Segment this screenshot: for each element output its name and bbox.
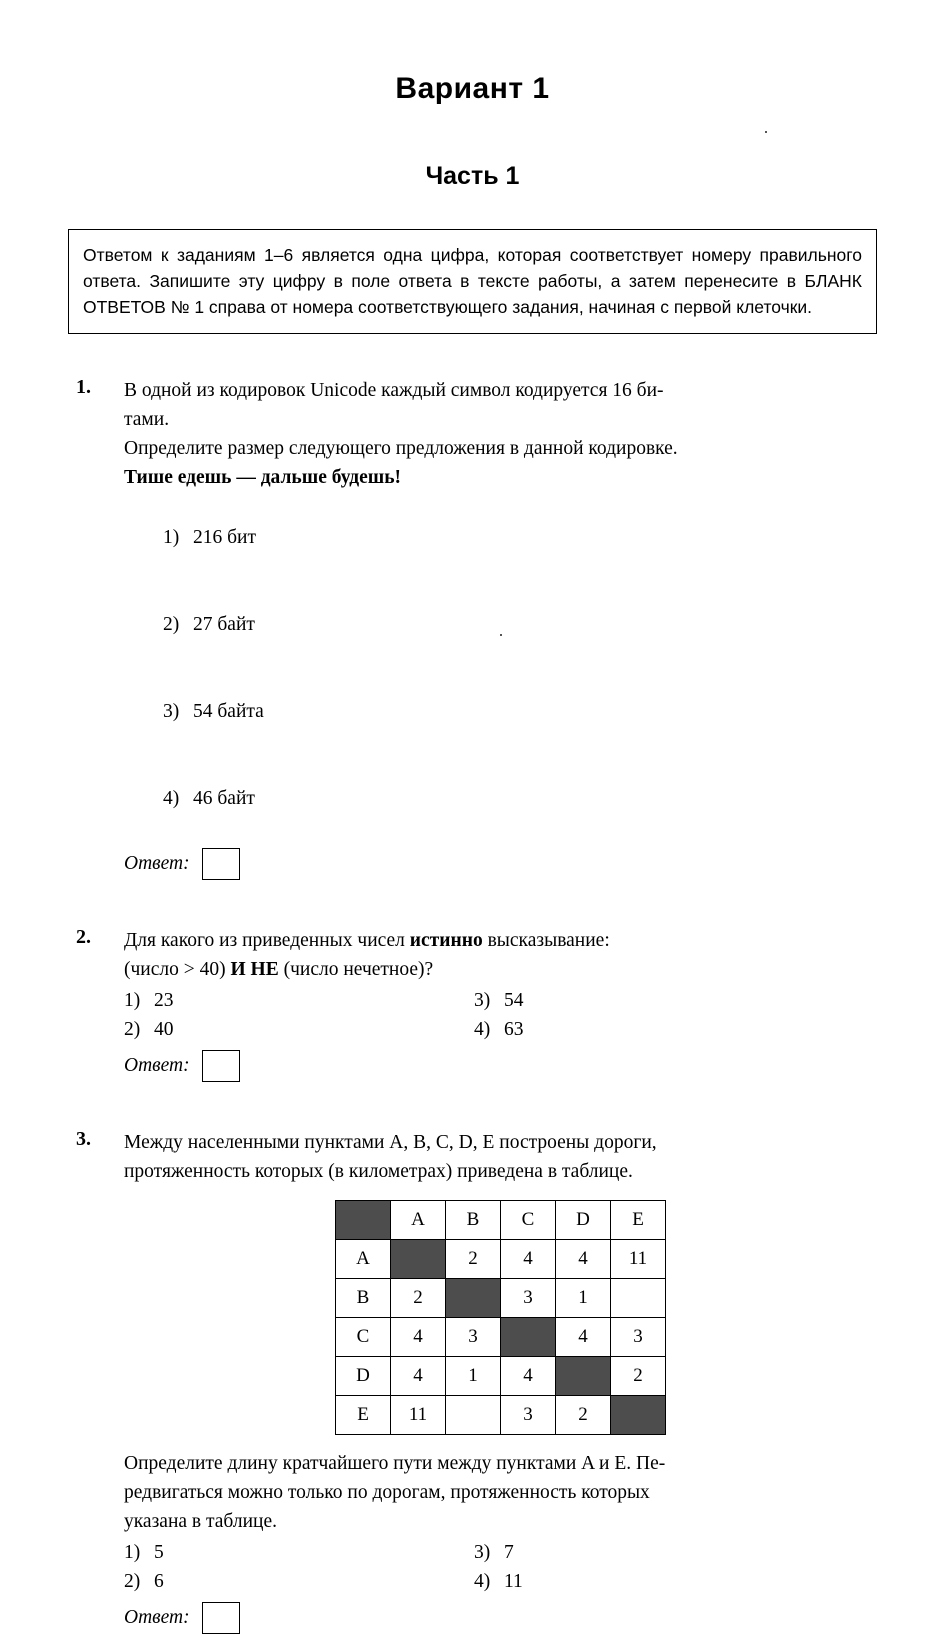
task-3-option-1-text: 5 xyxy=(154,1542,164,1563)
table-cell-e-b xyxy=(446,1396,501,1435)
task-3-options xyxy=(124,1538,877,1596)
task-1-option-4[interactable] xyxy=(124,755,877,842)
task-2-line-2 xyxy=(124,955,877,984)
task-1-answer-box[interactable] xyxy=(202,848,240,880)
table-row xyxy=(336,1240,666,1279)
table-row xyxy=(336,1318,666,1357)
table-cell-b-a: 2 xyxy=(391,1279,446,1318)
task-1 xyxy=(68,376,877,880)
task-3-number: 3. xyxy=(76,1128,91,1150)
table-cell-d-e: 2 xyxy=(611,1357,666,1396)
table-row-header-b: B xyxy=(336,1279,391,1318)
table-col-header-d: D xyxy=(556,1201,611,1240)
table-cell-a-c: 4 xyxy=(501,1240,556,1279)
task-1-line-4: Тише едешь — дальше будешь! xyxy=(124,467,402,488)
task-1-option-2-label: 2) xyxy=(163,614,180,635)
task-2-option-2[interactable] xyxy=(124,1015,474,1044)
task-2-answer-box[interactable] xyxy=(202,1050,240,1082)
task-3-option-4-label: 4) xyxy=(474,1571,491,1592)
table-cell-a-d: 4 xyxy=(556,1240,611,1279)
instruction-text: Ответом к заданиям 1–6 является одна цифра, которая соответствует номеру правильного ответа. Запишите эту цифру в поле ответа в тексте работы, а затем перенесите в БЛАНК ОТВЕТОВ № 1 справа от номера соответствующего задания, начиная с первой клеточки. xyxy=(83,245,862,317)
table-cell-e-d: 2 xyxy=(556,1396,611,1435)
table-cell-b-c: 3 xyxy=(501,1279,556,1318)
table-row-header-e: E xyxy=(336,1396,391,1435)
table-col-header-b: B xyxy=(446,1201,501,1240)
task-3-answer-box[interactable] xyxy=(202,1602,240,1634)
task-1-line-2: тами. xyxy=(124,409,170,430)
task-2-option-4-text: 63 xyxy=(504,1019,524,1040)
task-3-line-1: Между населенными пунктами A, B, C, D, E построены дороги, xyxy=(124,1132,657,1153)
task-3-option-4[interactable] xyxy=(474,1567,674,1596)
task-2-option-4-label: 4) xyxy=(474,1019,491,1040)
stray-dot-mark xyxy=(765,131,767,133)
task-1-option-4-label: 4) xyxy=(163,788,180,809)
task-3-option-4-text: 11 xyxy=(504,1571,523,1592)
task-2-number: 2. xyxy=(76,926,91,948)
task-3-option-1-label: 1) xyxy=(124,1542,141,1563)
task-1-options xyxy=(124,494,877,842)
task-2-answer-label: Ответ: xyxy=(124,1055,190,1076)
table-cell-d-c: 4 xyxy=(501,1357,556,1396)
table-row-header-a: A xyxy=(336,1240,391,1279)
table-cell-e-e xyxy=(611,1396,666,1435)
table-cell-c-b: 3 xyxy=(446,1318,501,1357)
task-2-option-1-text: 23 xyxy=(154,990,174,1011)
task-3-option-1[interactable] xyxy=(124,1538,474,1567)
task-2-option-3-label: 3) xyxy=(474,990,491,1011)
task-3-answer-label: Ответ: xyxy=(124,1607,190,1628)
task-2-option-2-label: 2) xyxy=(124,1019,141,1040)
task-2-options-row-2 xyxy=(124,1015,877,1044)
task-3 xyxy=(68,1128,877,1634)
task-1-answer-line xyxy=(124,848,877,880)
table-corner-cell xyxy=(336,1201,391,1240)
task-2-answer-line xyxy=(124,1050,877,1082)
task-1-line-3: Определите размер следующего предложения в данной кодировке. xyxy=(124,438,678,459)
task-1-option-1-text: 216 бит xyxy=(193,527,257,548)
table-cell-c-d: 4 xyxy=(556,1318,611,1357)
table-col-header-e: E xyxy=(611,1201,666,1240)
table-cell-e-a: 11 xyxy=(391,1396,446,1435)
task-1-answer-label: Ответ: xyxy=(124,853,190,874)
task-1-option-4-text: 46 байт xyxy=(193,788,255,809)
task-2-option-3[interactable] xyxy=(474,986,674,1015)
task-2-options xyxy=(124,986,877,1044)
task-3-line-2: протяженность которых (в километрах) приведена в таблице. xyxy=(124,1161,633,1182)
table-cell-c-e: 3 xyxy=(611,1318,666,1357)
task-2-option-4[interactable] xyxy=(474,1015,674,1044)
table-cell-a-e: 11 xyxy=(611,1240,666,1279)
task-2-option-2-text: 40 xyxy=(154,1019,174,1040)
task-3-option-2-label: 2) xyxy=(124,1571,141,1592)
task-3-options-row-2 xyxy=(124,1567,877,1596)
task-3-option-3[interactable] xyxy=(474,1538,674,1567)
instruction-box xyxy=(68,229,877,334)
task-1-option-3[interactable] xyxy=(124,668,877,755)
table-row-header-d: D xyxy=(336,1357,391,1396)
table-cell-c-c xyxy=(501,1318,556,1357)
task-2-option-3-text: 54 xyxy=(504,990,524,1011)
task-3-option-3-label: 3) xyxy=(474,1542,491,1563)
table-cell-b-e xyxy=(611,1279,666,1318)
table-row xyxy=(336,1396,666,1435)
task-2-line-2-part-a: (число > 40) xyxy=(124,959,231,980)
task-2-options-row-1 xyxy=(124,986,877,1015)
task-2-line-1-emphasis: истинно xyxy=(409,930,483,951)
table-row xyxy=(336,1279,666,1318)
table-col-header-c: C xyxy=(501,1201,556,1240)
task-1-option-2[interactable] xyxy=(124,581,877,668)
page-title: Вариант 1 xyxy=(395,72,550,105)
task-3-after-line-2: редвигаться можно только по дорогам, протяженность которых xyxy=(124,1482,650,1503)
table-cell-b-d: 1 xyxy=(556,1279,611,1318)
table-cell-d-b: 1 xyxy=(446,1357,501,1396)
task-1-line-1: В одной из кодировок Unicode каждый символ кодируется 16 би- xyxy=(124,380,664,401)
task-2-line-1-part-a: Для какого из приведенных чисел xyxy=(124,930,410,951)
table-cell-d-d xyxy=(556,1357,611,1396)
task-3-after-line-1: Определите длину кратчайшего пути между пунктами A и E. Пе- xyxy=(124,1453,666,1474)
task-3-option-2[interactable] xyxy=(124,1567,474,1596)
task-1-option-2-text: 27 байт xyxy=(193,614,255,635)
task-2-line-2-emphasis: И НЕ xyxy=(230,959,279,980)
task-3-options-row-1 xyxy=(124,1538,877,1567)
task-2 xyxy=(68,926,877,1082)
task-3-option-2-text: 6 xyxy=(154,1571,164,1592)
task-1-option-3-label: 3) xyxy=(163,701,180,722)
task-2-option-1-label: 1) xyxy=(124,990,141,1011)
table-cell-e-c: 3 xyxy=(501,1396,556,1435)
task-3-after-line-3: указана в таблице. xyxy=(124,1511,277,1532)
task-3-option-3-text: 7 xyxy=(504,1542,514,1563)
task-1-number: 1. xyxy=(76,376,91,398)
task-1-option-3-text: 54 байта xyxy=(193,701,264,722)
table-col-header-a: A xyxy=(391,1201,446,1240)
part-title: Часть 1 xyxy=(425,162,520,190)
task-1-option-1[interactable] xyxy=(124,494,877,581)
task-2-line-1 xyxy=(124,926,877,955)
task-1-option-1-label: 1) xyxy=(163,527,180,548)
table-cell-d-a: 4 xyxy=(391,1357,446,1396)
table-cell-c-a: 4 xyxy=(391,1318,446,1357)
roads-distance-table xyxy=(335,1200,666,1435)
table-header-row xyxy=(336,1201,666,1240)
task-3-answer-line xyxy=(124,1602,877,1634)
task-2-line-1-part-c: высказывание: xyxy=(482,930,610,951)
roads-table-wrap xyxy=(124,1200,877,1435)
table-cell-b-b xyxy=(446,1279,501,1318)
task-2-option-1[interactable] xyxy=(124,986,474,1015)
table-cell-a-b: 2 xyxy=(446,1240,501,1279)
table-row-header-c: C xyxy=(336,1318,391,1357)
table-row xyxy=(336,1357,666,1396)
table-cell-a-a xyxy=(391,1240,446,1279)
task-2-line-2-part-c: (число нечетное)? xyxy=(278,959,434,980)
